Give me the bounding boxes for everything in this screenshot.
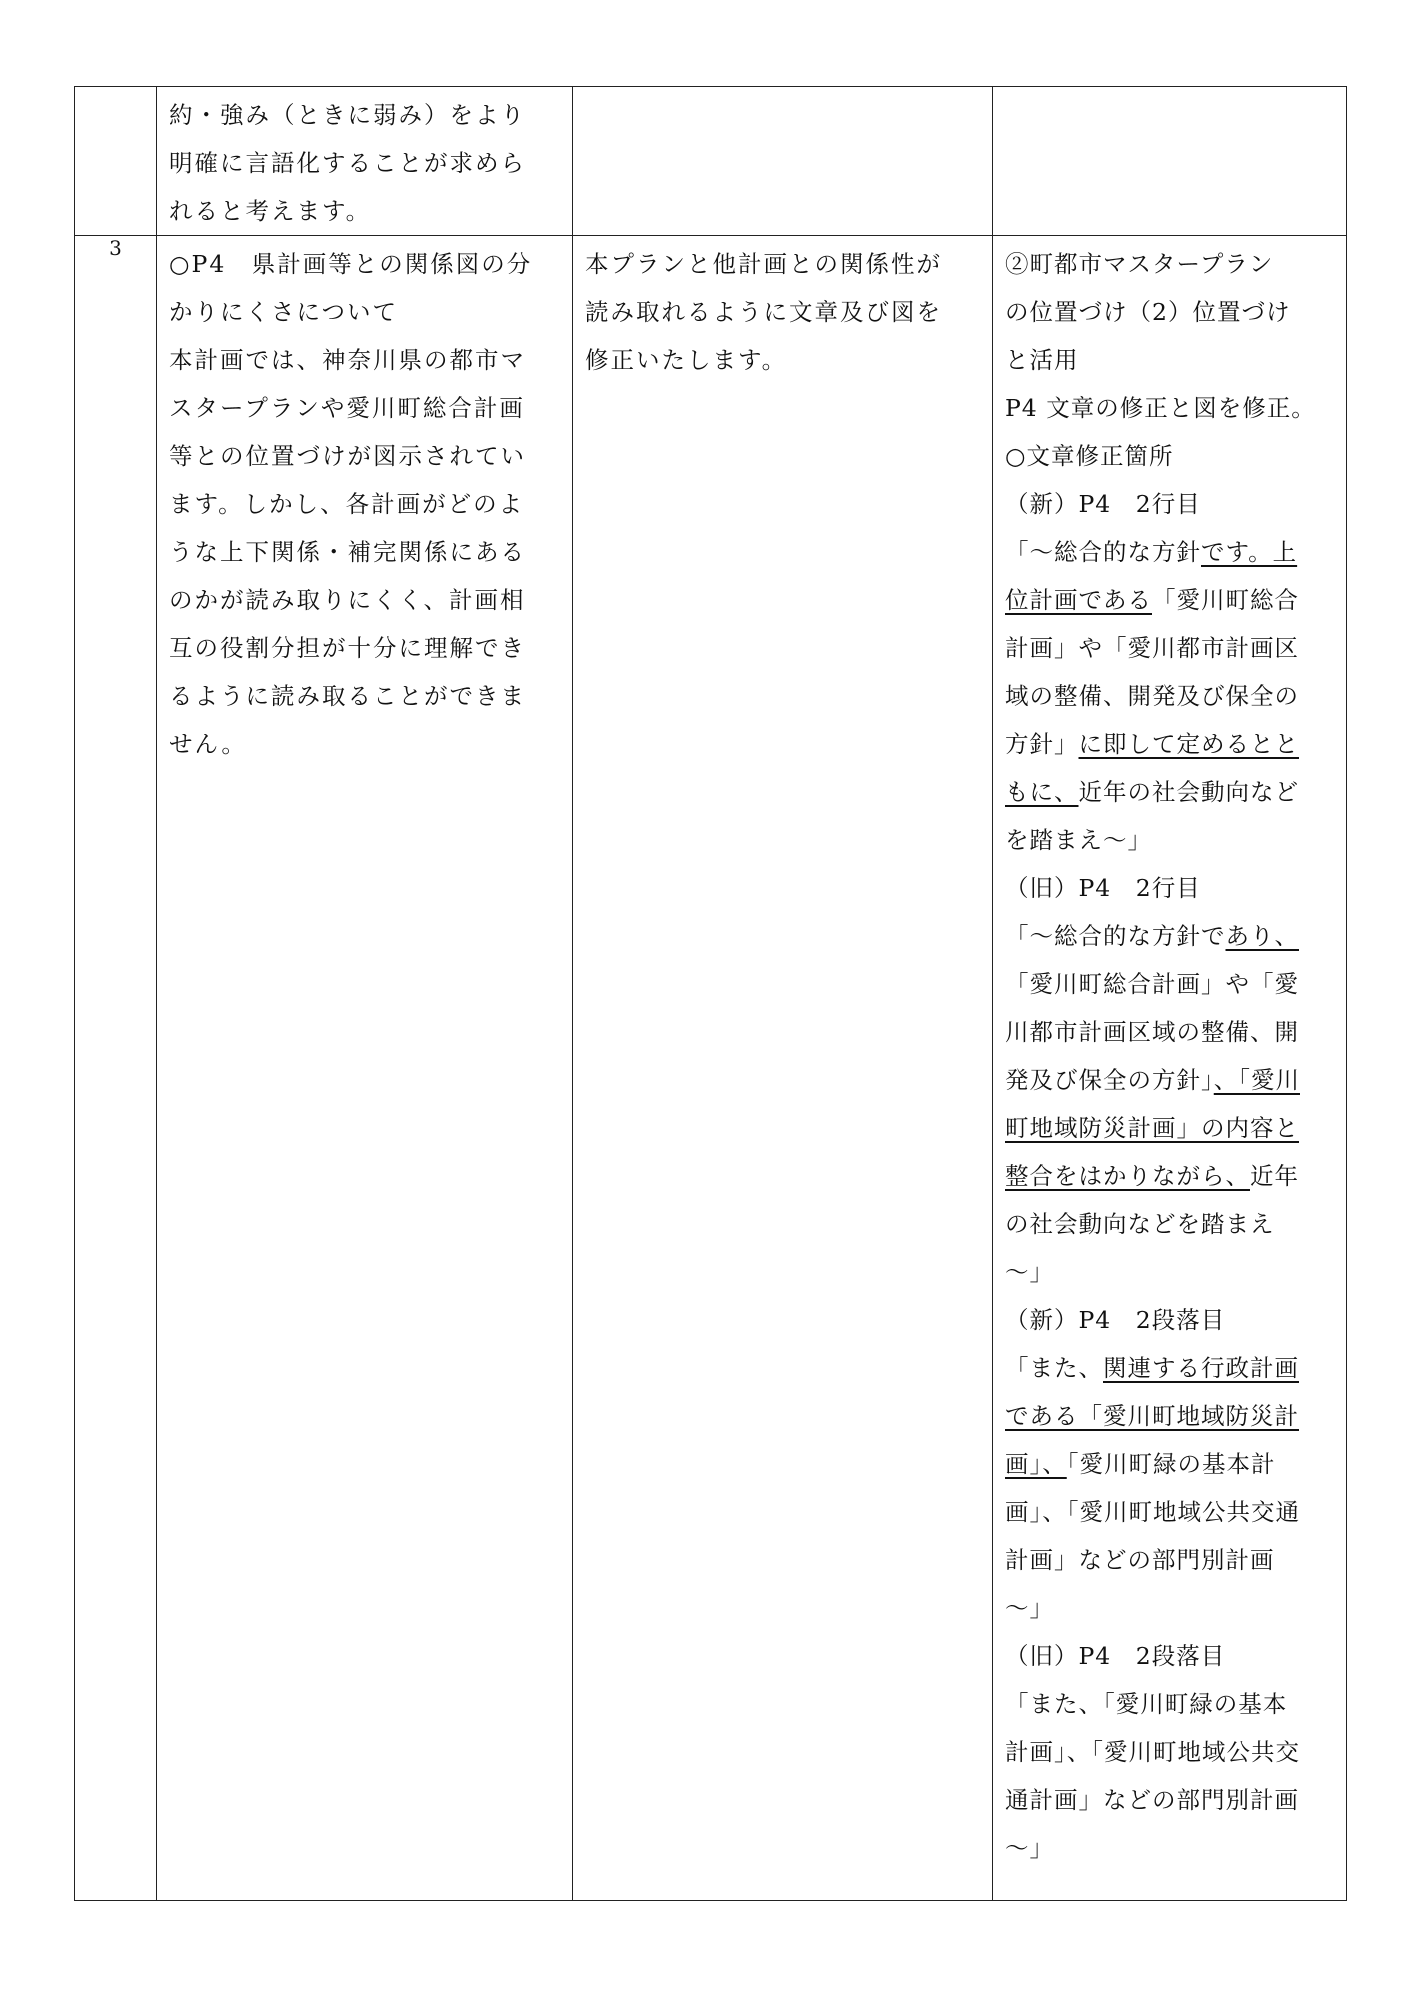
table-row	[75, 236, 1347, 1901]
row-number: 3	[75, 236, 157, 1901]
text-line: 読み取れるように文章及び図を	[585, 298, 942, 326]
text-line: かりにくさについて	[169, 298, 399, 326]
text-segment: 計画」や「愛川都市計画区	[1005, 634, 1299, 662]
revision-line	[1005, 768, 1336, 816]
text-segment: 域の整備、開発及び保全の	[1005, 682, 1299, 710]
revision-line	[1005, 384, 1336, 432]
text-segment: ～」	[1005, 1594, 1054, 1622]
revision-line	[1005, 1824, 1336, 1872]
revision-line	[1005, 1632, 1336, 1680]
text-line: れると考えます。	[169, 197, 372, 225]
text-segment: 川都市計画区域の整備、開	[1005, 1018, 1299, 1046]
revision-line	[1005, 576, 1336, 624]
text-segment: ○文章修正箇所	[1005, 442, 1174, 470]
revision-line	[1005, 1776, 1336, 1824]
revision-line	[1005, 1056, 1336, 1104]
text-segment: 「愛川町総合	[1152, 586, 1299, 614]
revision-line	[1005, 1152, 1336, 1200]
revision-line	[1005, 720, 1336, 768]
text-line: 本計画では、神奈川県の都市マ	[169, 346, 526, 374]
revision-line	[1005, 1200, 1336, 1248]
revision-line	[1005, 864, 1336, 912]
text-segment: 方針」	[1005, 730, 1079, 758]
revision-line	[1005, 1248, 1336, 1296]
response-cell	[573, 236, 993, 1901]
revision-line	[1005, 1392, 1336, 1440]
text-segment: 通計画」などの部門別計画	[1005, 1786, 1299, 1814]
text-segment: を踏まえ～」	[1005, 826, 1152, 854]
revision-line	[1005, 816, 1336, 864]
text-segment: 「また、「愛川町緑の基本	[1005, 1690, 1288, 1718]
underlined-text: である「愛川町地域防災計	[1005, 1402, 1299, 1430]
underlined-text: 整合をはかりながら、	[1005, 1162, 1250, 1190]
text-segment: 「愛川町総合計画」や「愛	[1005, 970, 1299, 998]
text-line: ます。しかし、各計画がどのよ	[169, 490, 525, 518]
revision-line	[1005, 1536, 1336, 1584]
underlined-text: 画」、	[1005, 1450, 1067, 1478]
underlined-text: 、「愛川	[1213, 1066, 1300, 1094]
revision-line	[1005, 960, 1336, 1008]
text-segment: 近年	[1250, 1162, 1299, 1190]
text-line: 約・強み（ときに弱み）をより	[169, 101, 526, 129]
text-line: せん。	[169, 730, 247, 758]
text-segment: ～」	[1005, 1834, 1054, 1862]
revision-line	[1005, 480, 1336, 528]
text-segment: 発及び保全の方針」	[1005, 1066, 1214, 1094]
text-line: うな上下関係・補完関係にある	[169, 538, 526, 566]
revision-line	[1005, 288, 1336, 336]
revision-line	[1005, 1680, 1336, 1728]
revision-line	[1005, 1344, 1336, 1392]
underlined-text: 町地域防災計画」の内容と	[1005, 1114, 1299, 1142]
revision-line	[1005, 1728, 1336, 1776]
revision-line	[1005, 1488, 1336, 1536]
text-segment: P4 文章の修正と図を修正。	[1005, 394, 1316, 422]
text-line: 本プランと他計画との関係性が	[585, 250, 942, 278]
text-line: 修正いたします。	[585, 346, 788, 374]
row-number	[75, 87, 157, 236]
comment-cell	[157, 236, 573, 1901]
text-segment: （旧）P4 2段落目	[1005, 1642, 1226, 1670]
underlined-text: に即して定めるとと	[1078, 730, 1299, 758]
text-line: ○P4 県計画等との関係図の分	[169, 250, 533, 278]
text-segment: （旧）P4 2行目	[1005, 874, 1201, 902]
comment-response-table	[74, 86, 1347, 1901]
table-row	[75, 87, 1347, 236]
text-segment: と活用	[1005, 346, 1079, 374]
underlined-text: もに、	[1005, 778, 1079, 806]
text-segment: 「～総合的な方針	[1005, 538, 1201, 566]
text-segment: の社会動向などを踏まえ	[1005, 1210, 1275, 1238]
underlined-text: です。上	[1201, 538, 1298, 566]
revision-line	[1005, 624, 1336, 672]
underlined-text: 関連する行政計画	[1103, 1354, 1299, 1382]
text-line: 明確に言語化することが求めら	[169, 149, 526, 177]
revision-line	[1005, 912, 1336, 960]
text-segment: 計画」、「愛川町地域公共交	[1005, 1738, 1300, 1766]
revision-line	[1005, 528, 1336, 576]
revision-cell	[993, 87, 1347, 236]
revision-line	[1005, 1584, 1336, 1632]
text-line: るように読み取ることができま	[169, 682, 526, 710]
text-line: 等との位置づけが図示されてい	[169, 442, 526, 470]
text-segment: 「また、	[1005, 1354, 1103, 1382]
revision-line	[1005, 1008, 1336, 1056]
text-segment: ～」	[1005, 1258, 1054, 1286]
revision-cell	[993, 236, 1347, 1901]
revision-line	[1005, 1104, 1336, 1152]
comment-cell	[157, 87, 573, 236]
text-segment: 近年の社会動向など	[1078, 778, 1299, 806]
revision-line	[1005, 672, 1336, 720]
text-segment: 「愛川町緑の基本計	[1066, 1450, 1276, 1478]
text-segment: （新）P4 2段落目	[1005, 1306, 1226, 1334]
underlined-text: あり、	[1225, 922, 1299, 950]
revision-line	[1005, 240, 1336, 288]
text-segment: の位置づけ（2）位置づけ	[1005, 298, 1291, 326]
text-line: スタープランや愛川町総合計画	[169, 394, 525, 422]
text-segment: 計画」などの部門別計画	[1005, 1546, 1275, 1574]
text-segment: 画」、「愛川町地域公共交通	[1005, 1498, 1300, 1526]
text-line: のかが読み取りにくく、計画相	[169, 586, 526, 614]
text-segment: （新）P4 2行目	[1005, 490, 1201, 518]
revision-line	[1005, 432, 1336, 480]
text-line: 互の役割分担が十分に理解でき	[169, 634, 526, 662]
revision-line	[1005, 1440, 1336, 1488]
response-cell	[573, 87, 993, 236]
text-segment: ②町都市マスタープラン	[1005, 250, 1274, 278]
text-segment: 「～総合的な方針で	[1005, 922, 1226, 950]
underlined-text: 位計画である	[1005, 586, 1152, 614]
revision-line	[1005, 1296, 1336, 1344]
revision-line	[1005, 336, 1336, 384]
